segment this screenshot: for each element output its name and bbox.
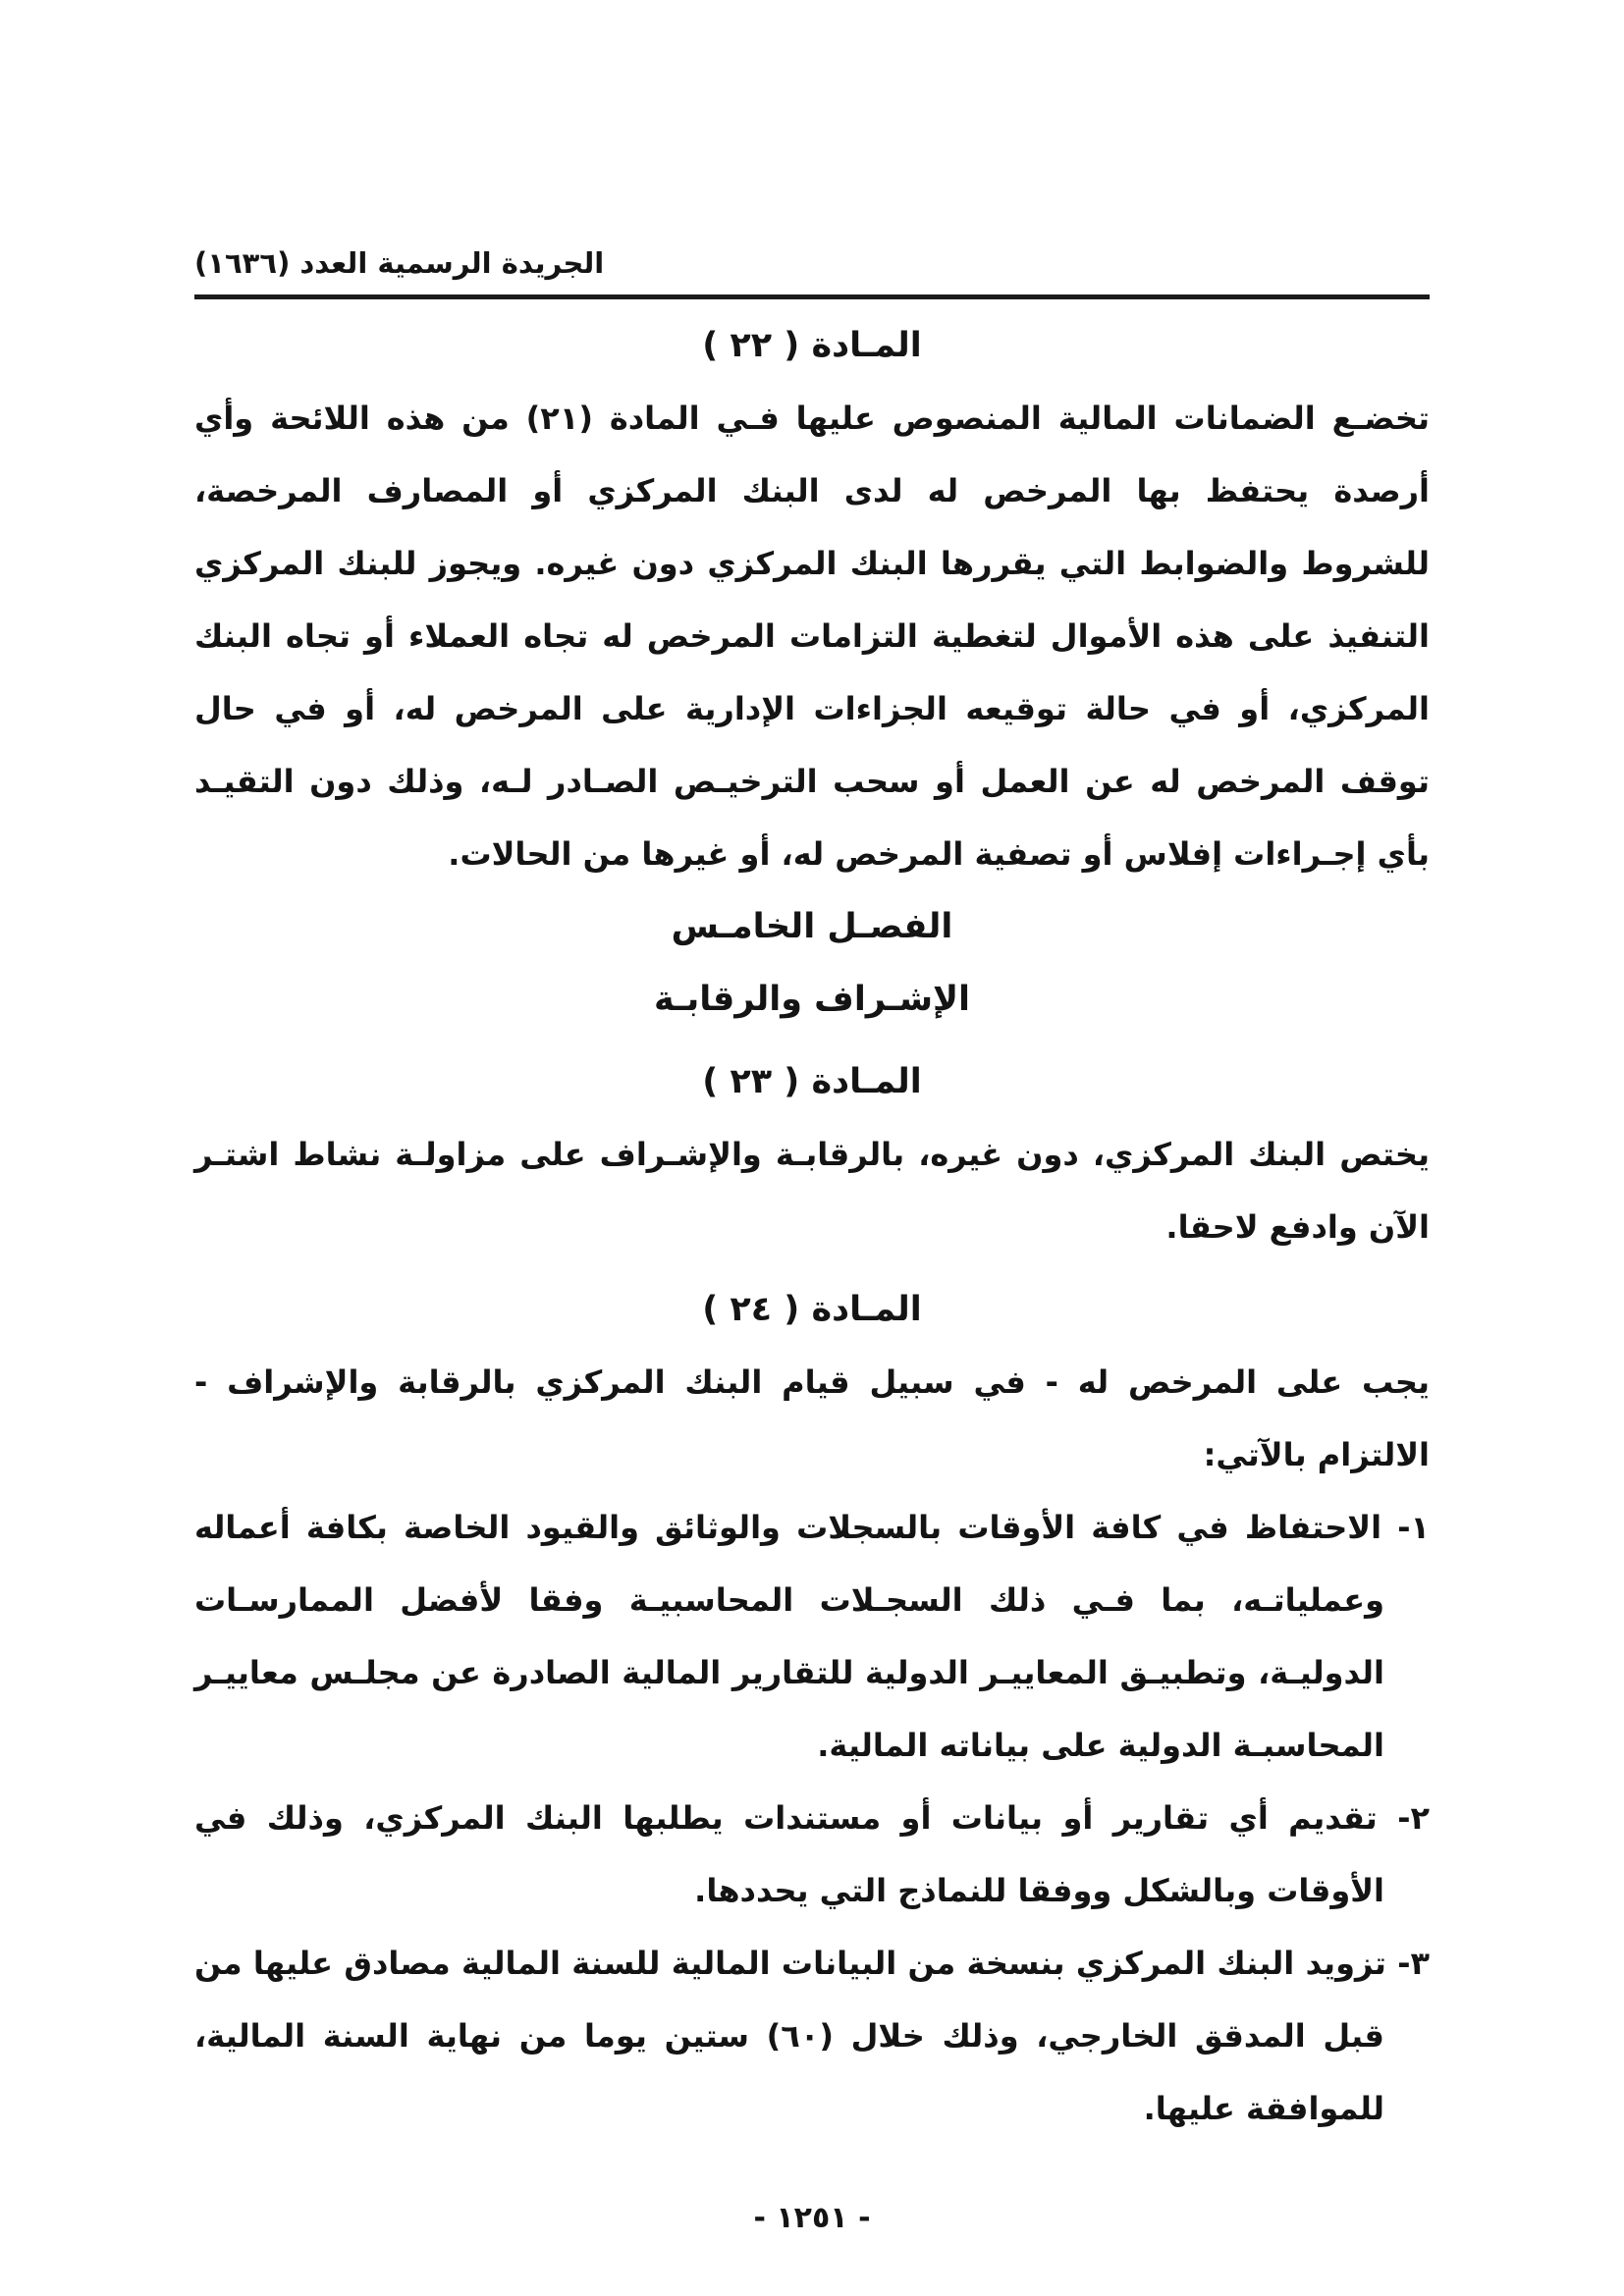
chapter-five-subtitle: الإشـراف والرقابـة <box>653 980 971 1019</box>
article-23-body: يختص البنك المركزي، دون غيره، بالرقابـة والإشـراف على مزاولـة نشاط اشتـر الآن وادفع لاحقا. <box>194 1136 1430 1246</box>
item-1-number: ١- <box>1397 1509 1431 1546</box>
item-3-number: ٣- <box>1397 1945 1431 1982</box>
item-2-text: تقديم أي تقارير أو بيانات أو مستندات يطلبها البنك المركزي، وذلك في الأوقات وبالشكل ووفقا للنماذج التي يحددها. <box>194 1799 1384 1909</box>
page-content <box>194 0 1430 2145</box>
chapter-five-title: الفصـل الخامـس <box>671 907 953 946</box>
article-22-body: تخضـع الضمانات المالية المنصوص عليها فـي المادة (٢١) من هذه اللائحة وأي أرصدة يحتفظ بها المرخص له لدى البنك المركزي أو المصارف المرخصة، للشروط والضوابط التي يقررها البنك المركزي دون غيره. ويجوز للبنك المركزي التنفيذ على هذه الأموال لتغطية التزامات المرخص له تجاه العملاء أو تجاه البنك المركزي، أو في حالة توقيعه الجزاءات الإدارية على المرخص له، أو في حال توقف المرخص له عن العمل أو سحب الترخيـص الصـادر لـه، وذلك دون التقيـد بأي إجـراءات إفلاس أو تصفية المرخص له، أو غيرها من الحالات. <box>194 400 1431 873</box>
article-24-item-2 <box>194 1782 1430 1927</box>
article-22-title: المـادة ( ٢٢ ) <box>702 326 922 365</box>
article-24-title: المـادة ( ٢٤ ) <box>702 1290 922 1329</box>
article-24-item-1 <box>194 1491 1430 1782</box>
gazette-issue-title: الجريدة الرسمية العدد (١٦٣٦) <box>194 246 605 280</box>
page-number: - ١٢٥١ - <box>753 2201 871 2235</box>
article-24-item-3 <box>194 1927 1430 2145</box>
item-2-number: ٢- <box>1397 1799 1431 1837</box>
item-1-text: الاحتفاظ في كافة الأوقات بالسجلات والوثائق والقيود الخاصة بكافة أعماله وعملياتـه، بما فـي ذلك السجـلات المحاسبيـة وفقا لأفضل الممارسـات الدوليـة، وتطبيـق المعاييـر الدولية للتقارير المالية الصادرة عن مجلـس معاييـر المحاسبـة الدولية على بياناته المالية. <box>194 1509 1384 1764</box>
article-24-intro: يجب على المرخص له - في سبيل قيام البنك المركزي بالرقابة والإشراف - الالتزام بالآتي: <box>194 1363 1430 1473</box>
item-3-text: تزويد البنك المركزي بنسخة من البيانات المالية للسنة المالية مصادق عليها من قبل المدقق الخارجي، وذلك خلال (٦٠) ستين يوما من نهاية السنة المالية، للموافقة عليها. <box>194 1945 1386 2127</box>
article-23-title: المـادة ( ٢٣ ) <box>702 1062 922 1101</box>
gazette-header <box>194 243 1430 283</box>
header-rule <box>194 294 1430 299</box>
